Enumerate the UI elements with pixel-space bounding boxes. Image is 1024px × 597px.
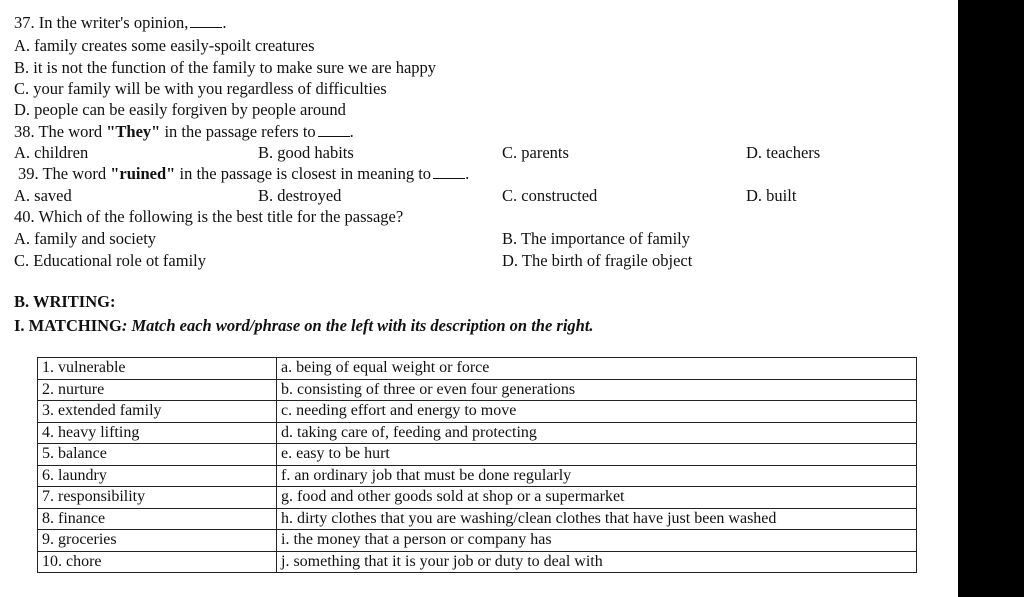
description-cell: d. taking care of, feeding and protecting xyxy=(277,422,917,444)
term-cell: 4. heavy lifting xyxy=(38,422,277,444)
term-cell: 10. chore xyxy=(38,551,277,573)
description-cell: b. consisting of three or even four generations xyxy=(277,379,917,401)
matching-label: I. MATCHING xyxy=(14,316,122,335)
description-cell: a. being of equal weight or force xyxy=(277,358,917,380)
description-cell: j. something that it is your job or duty to deal with xyxy=(277,551,917,573)
q37-option-c: C. your family will be with you regardless of difficulties xyxy=(14,79,387,98)
question-37 xyxy=(14,12,227,33)
table-row xyxy=(38,444,917,466)
term-cell: 2. nurture xyxy=(38,379,277,401)
q37-option-b: B. it is not the function of the family to make sure we are happy xyxy=(14,58,437,77)
q39-option-d: D. built xyxy=(746,186,797,205)
answer-blank xyxy=(433,165,465,179)
matching-table xyxy=(37,357,917,573)
question-38-period: . xyxy=(349,122,354,141)
question-39-prefix: 39. The word xyxy=(18,164,111,183)
table-row xyxy=(38,379,917,401)
description-cell: f. an ordinary job that must be done regularly xyxy=(277,465,917,487)
q40-option-d: D. The birth of fragile object xyxy=(502,251,693,270)
description-cell: h. dirty clothes that you are washing/clean clothes that have just been washed xyxy=(277,508,917,530)
term-cell: 6. laundry xyxy=(38,465,277,487)
matching-instruction-text: : Match each word/phrase on the left with its description on the right. xyxy=(121,316,594,335)
question-37-text: 37. In the writer's opinion, xyxy=(14,13,189,32)
answer-blank xyxy=(318,123,350,137)
q40-option-c: C. Educational role ot family xyxy=(14,251,206,270)
table-row xyxy=(38,465,917,487)
q38-option-b: B. good habits xyxy=(258,143,354,162)
term-cell: 9. groceries xyxy=(38,530,277,552)
q40-option-a: A. family and society xyxy=(14,229,157,248)
question-38-suffix: in the passage refers to xyxy=(160,122,316,141)
table-row xyxy=(38,422,917,444)
question-39-period: . xyxy=(465,164,470,183)
answer-blank xyxy=(190,14,222,28)
table-row xyxy=(38,401,917,423)
q37-option-a: A. family creates some easily-spoilt creatures xyxy=(14,36,315,55)
q38-option-d: D. teachers xyxy=(746,143,821,162)
term-cell: 5. balance xyxy=(38,444,277,466)
description-cell: g. food and other goods sold at shop or a supermarket xyxy=(277,487,917,509)
term-cell: 8. finance xyxy=(38,508,277,530)
section-writing-heading: B. WRITING: xyxy=(14,292,116,311)
q37-option-d: D. people can be easily forgiven by people around xyxy=(14,100,346,119)
table-row xyxy=(38,551,917,573)
term-cell: 3. extended family xyxy=(38,401,277,423)
question-39-suffix: in the passage is closest in meaning to xyxy=(175,164,432,183)
q39-option-b: B. destroyed xyxy=(258,186,342,205)
question-37-period: . xyxy=(222,13,227,32)
question-38-prefix: 38. The word xyxy=(14,122,107,141)
term-cell: 7. responsibility xyxy=(38,487,277,509)
question-39-keyword: "ruined" xyxy=(110,164,176,183)
description-cell: c. needing effort and energy to move xyxy=(277,401,917,423)
table-row xyxy=(38,530,917,552)
table-row xyxy=(38,508,917,530)
table-row xyxy=(38,358,917,380)
matching-instruction xyxy=(14,315,594,336)
question-38-keyword: "They" xyxy=(106,122,161,141)
q38-option-a: A. children xyxy=(14,143,89,162)
question-38 xyxy=(14,121,354,142)
description-cell: e. easy to be hurt xyxy=(277,444,917,466)
description-cell: i. the money that a person or company has xyxy=(277,530,917,552)
question-39 xyxy=(18,163,469,184)
q39-option-a: A. saved xyxy=(14,186,72,205)
q39-option-c: C. constructed xyxy=(502,186,598,205)
question-40: 40. Which of the following is the best title for the passage? xyxy=(14,207,404,226)
table-row xyxy=(38,487,917,509)
q38-option-c: C. parents xyxy=(502,143,569,162)
term-cell: 1. vulnerable xyxy=(38,358,277,380)
q40-option-b: B. The importance of family xyxy=(502,229,691,248)
